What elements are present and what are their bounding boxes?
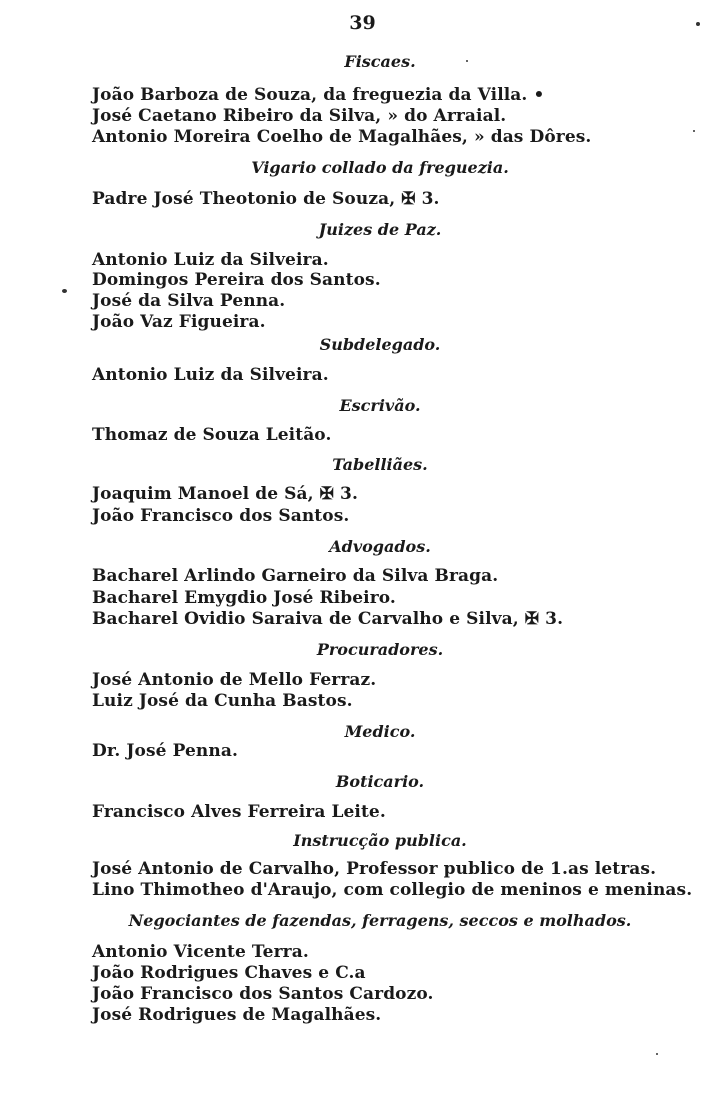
entry-line: Lino Thimotheo d'Araujo, com collegio de meninos e meninas.: [92, 880, 693, 900]
print-speck: [656, 1053, 658, 1055]
entry-line: Antonio Vicente Terra.: [92, 942, 309, 962]
entry-line: José da Silva Penna.: [92, 291, 286, 311]
entry-line: Antonio Moreira Coelho de Magalhães, » das Dôres.: [92, 127, 592, 147]
section-heading-juizes-de-paz: Juizes de Paz.: [318, 220, 442, 239]
entry-line: Francisco Alves Ferreira Leite.: [92, 802, 386, 822]
section-heading-procuradores: Procuradores.: [316, 640, 444, 659]
section-heading-boticario: Boticario.: [335, 772, 425, 791]
entry-line: Luiz José da Cunha Bastos.: [92, 691, 353, 711]
entry-line: Bacharel Arlindo Garneiro da Silva Braga.: [92, 566, 499, 586]
entry-line: José Caetano Ribeiro da Silva, » do Arraial.: [92, 106, 507, 126]
print-speck: [693, 130, 695, 132]
section-heading-advogados: Advogados.: [329, 537, 431, 556]
print-speck: [466, 60, 468, 62]
section-heading-fiscaes: Fiscaes.: [344, 52, 416, 71]
entry-line: Thomaz de Souza Leitão.: [92, 425, 332, 445]
entry-line: João Francisco dos Santos.: [92, 506, 350, 526]
entry-line: José Antonio de Mello Ferraz.: [92, 670, 377, 690]
entry-line: Joaquim Manoel de Sá, ✠ 3.: [92, 484, 358, 504]
print-speck: [696, 22, 700, 26]
entry-line: João Barboza de Souza, da freguezia da Villa. •: [92, 85, 545, 105]
section-heading-negociantes: Negociantes de fazendas, ferragens, seccos e molhados.: [128, 911, 632, 930]
page-number: 39: [349, 12, 376, 34]
section-heading-subdelegado: Subdelegado.: [319, 335, 441, 354]
section-heading-instruccao-publica: Instrucção publica.: [293, 831, 467, 850]
entry-line: José Antonio de Carvalho, Professor publico de 1.as letras.: [92, 859, 657, 879]
entry-line: João Vaz Figueira.: [92, 312, 266, 332]
entry-line: Bacharel Emygdio José Ribeiro.: [92, 588, 396, 608]
entry-line: João Francisco dos Santos Cardozo.: [92, 984, 434, 1004]
entry-line: Padre José Theotonio de Souza, ✠ 3.: [92, 189, 440, 209]
entry-line: José Rodrigues de Magalhães.: [92, 1005, 382, 1025]
entry-line: Bacharel Ovidio Saraiva de Carvalho e Silva, ✠ 3.: [92, 609, 564, 629]
section-heading-medico: Medico.: [344, 722, 416, 741]
section-heading-vigario: Vigario collado da freguezia.: [251, 158, 509, 177]
entry-line: Antonio Luiz da Silveira.: [92, 365, 329, 385]
entry-line: Domingos Pereira dos Santos.: [92, 270, 381, 290]
print-speck: [62, 289, 67, 293]
entry-line: Antonio Luiz da Silveira.: [92, 250, 329, 270]
section-heading-escrivao: Escrivão.: [339, 396, 421, 415]
section-heading-tabelliaes: Tabelliães.: [332, 455, 428, 474]
entry-line: Dr. José Penna.: [92, 741, 238, 761]
entry-line: João Rodrigues Chaves e C.a: [92, 963, 366, 983]
